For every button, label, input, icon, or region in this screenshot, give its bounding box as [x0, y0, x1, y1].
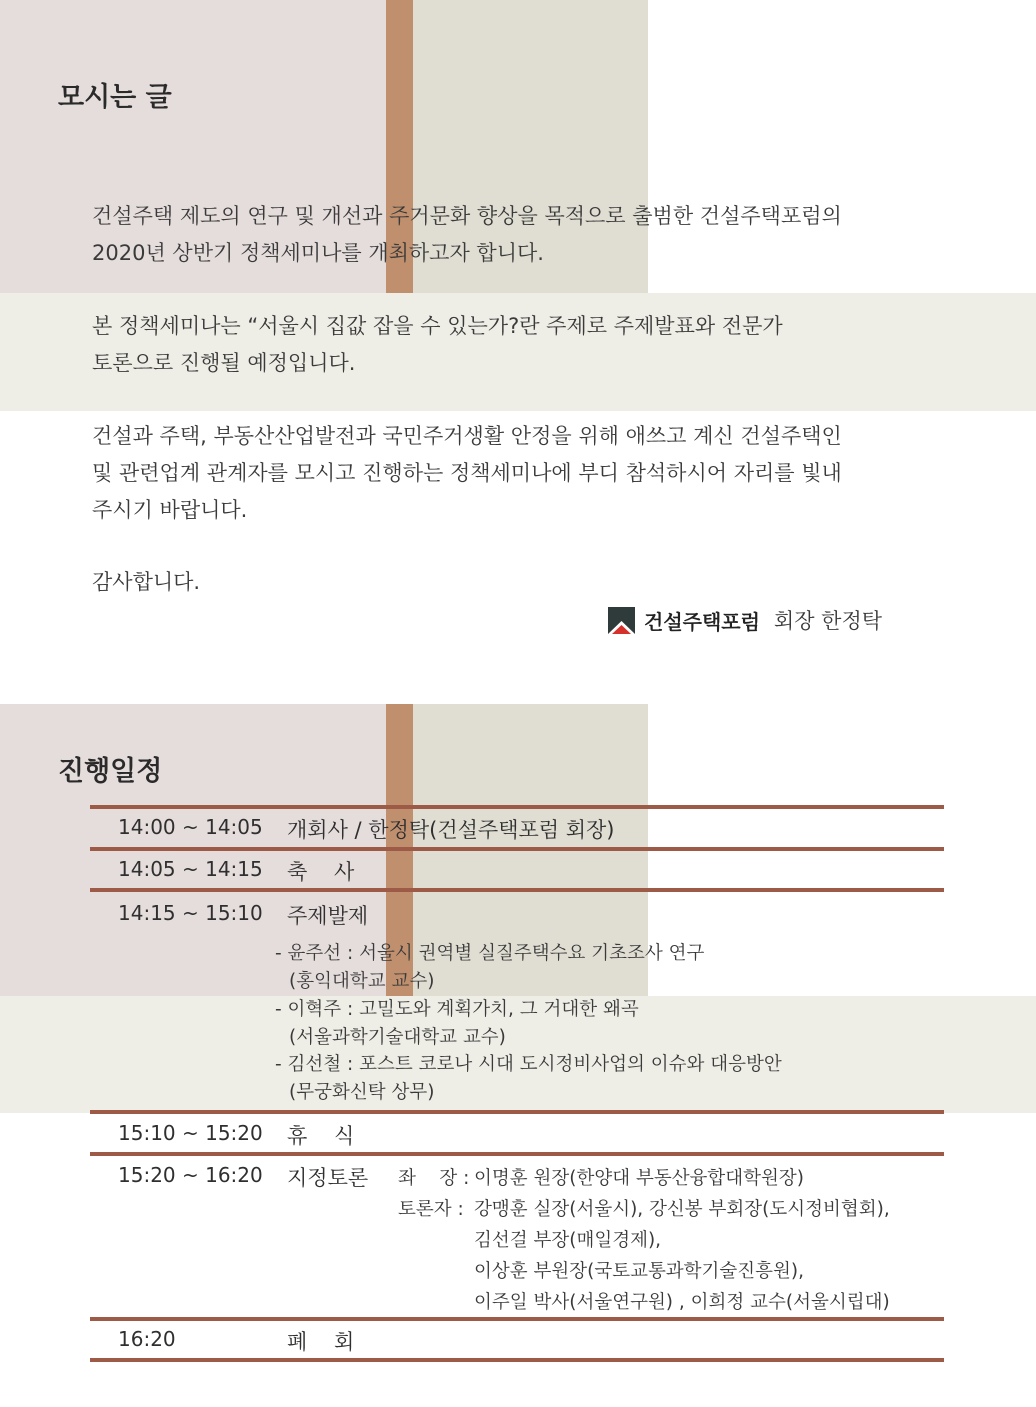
invitation-heading: 모시는 글: [58, 82, 172, 113]
panel-member-line: 강맹훈 실장(서울시), 강신봉 부회장(도시정비협회),: [474, 1199, 890, 1220]
signature-org: 건설주택포럼: [644, 609, 760, 634]
paragraph-line: 건설주택 제도의 연구 및 개선과 주거문화 향상을 목적으로 출범한 건설주택포럼의: [92, 204, 842, 228]
paragraph-line: 건설과 주택, 부동산산업발전과 국민주거생활 안정을 위해 애쓰고 계신 건설주택인: [92, 424, 842, 448]
table-rule: [90, 1152, 944, 1156]
table-rule: [90, 888, 944, 892]
schedule-time: 16:20: [118, 1327, 176, 1351]
panel-member-line: 이상훈 부원장(국토교통과학기술진흥원),: [474, 1261, 805, 1282]
table-rule: [90, 847, 944, 851]
closing-text: 감사합니다.: [92, 570, 201, 594]
panel-member-line: 이주일 박사(서울연구원) , 이희정 교수(서울시립대): [474, 1292, 890, 1313]
presentation-item: - 이혁주 : 고밀도와 계획가치, 그 거대한 왜곡: [275, 999, 639, 1020]
panel-label: 토론자 :: [398, 1199, 464, 1220]
presentation-affiliation: (무궁화신탁 상무): [289, 1082, 435, 1103]
signature-name: 회장 한정탁: [773, 609, 883, 633]
schedule-event: 개회사 / 한정탁(건설주택포럼 회장): [287, 818, 615, 842]
paragraph-line: 2020년 상반기 정책세미나를 개최하고자 합니다.: [92, 241, 544, 265]
schedule-time: 15:20 ~ 16:20: [118, 1163, 263, 1187]
chair-label: 좌 장 :: [398, 1168, 470, 1189]
table-rule: [90, 805, 944, 809]
presentation-item: - 김선철 : 포스트 코로나 시대 도시정비사업의 이슈와 대응방안: [275, 1054, 782, 1075]
panel-member-line: 김선걸 부장(매일경제),: [474, 1230, 662, 1251]
signature: [608, 605, 882, 635]
table-rule: [90, 1358, 944, 1362]
schedule-event: 주제발제: [287, 904, 369, 928]
schedule-event: 지정토론: [287, 1166, 369, 1190]
paragraph: [92, 308, 944, 382]
paragraph: [92, 198, 944, 272]
paragraph-line: 및 관련업계 관계자를 모시고 진행하는 정책세미나에 부디 참석하시어 자리를 빛내: [92, 461, 842, 485]
forum-logo-icon: [608, 607, 635, 634]
schedule-heading: 진행일정: [58, 756, 163, 787]
schedule-time: 15:10 ~ 15:20: [118, 1121, 263, 1145]
paragraph: [92, 418, 944, 529]
schedule-time: 14:05 ~ 14:15: [118, 857, 263, 881]
chair-name: 이명훈 원장(한양대 부동산융합대학원장): [474, 1168, 805, 1189]
table-rule: [90, 1317, 944, 1321]
table-rule: [90, 1110, 944, 1114]
schedule-event: 휴 식: [287, 1124, 355, 1148]
schedule-event: 폐 회: [287, 1330, 355, 1354]
paragraph-line: 본 정책세미나는 “서울시 집값 잡을 수 있는가?란 주제로 주제발표와 전문가: [92, 314, 783, 338]
schedule-time: 14:15 ~ 15:10: [118, 901, 263, 925]
paragraph-line: 주시기 바랍니다.: [92, 498, 248, 522]
presentation-item: - 윤주선 : 서울시 권역별 실질주택수요 기초조사 연구: [275, 943, 705, 964]
paragraph-line: 토론으로 진행될 예정입니다.: [92, 351, 356, 375]
presentation-affiliation: (홍익대학교 교수): [289, 971, 435, 992]
schedule-time: 14:00 ~ 14:05: [118, 815, 263, 839]
schedule-event: 축 사: [287, 860, 355, 884]
presentation-affiliation: (서울과학기술대학교 교수): [289, 1027, 506, 1048]
